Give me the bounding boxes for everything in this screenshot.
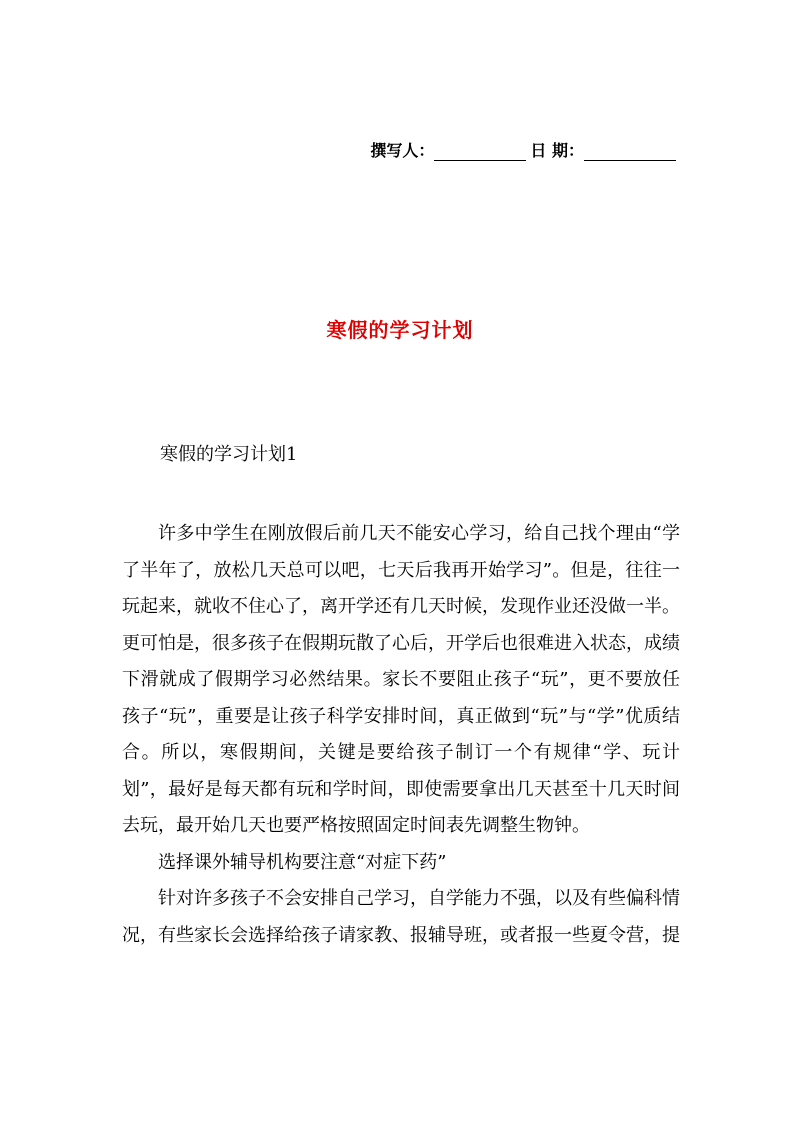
author-label: 撰写人： [370, 141, 435, 160]
date-label: 日 期： [530, 141, 584, 160]
section-heading: 寒假的学习计划1 [160, 444, 298, 465]
header-signature-line [370, 138, 680, 161]
paragraph-3: 针对许多孩子不会安排自己学习，自学能力不强，以及有些偏科情况，有些家长会选择给孩子请家教、报辅导班，或者报一些夏令营，提 [122, 888, 680, 946]
date-blank[interactable] [584, 146, 676, 161]
author-blank[interactable] [434, 146, 526, 161]
paragraph-2: 选择课外辅导机构要注意“对症下药” [158, 851, 447, 873]
body-text [122, 516, 680, 954]
document-title: 寒假的学习计划 [326, 318, 474, 342]
paragraph-1: 许多中学生在刚放假后前几天不能安心学习，给自己找个理由“学了半年了，放松几天总可以吧，七天后我再开始学习”。但是，往往一玩起来，就收不住心了，离开学还有几天时候，发现作业还没做一半。更可怕是，很多孩子在假期玩散了心后，开学后也很难进入状态，成绩下滑就成了假期学习必然结果。家长不要阻止孩子“玩”，更不要放任孩子“玩”，重要是让孩子科学安排时间，真正做到“玩”与“学”优质结合。所以，寒假期间，关键是要给孩子制订一个有规律“学、玩计划”，最好是每天都有玩和学时间，即使需要拿出几天甚至十几天时间去玩，最开始几天也要严格按照固定时间表先调整生物钟。 [122, 523, 680, 836]
